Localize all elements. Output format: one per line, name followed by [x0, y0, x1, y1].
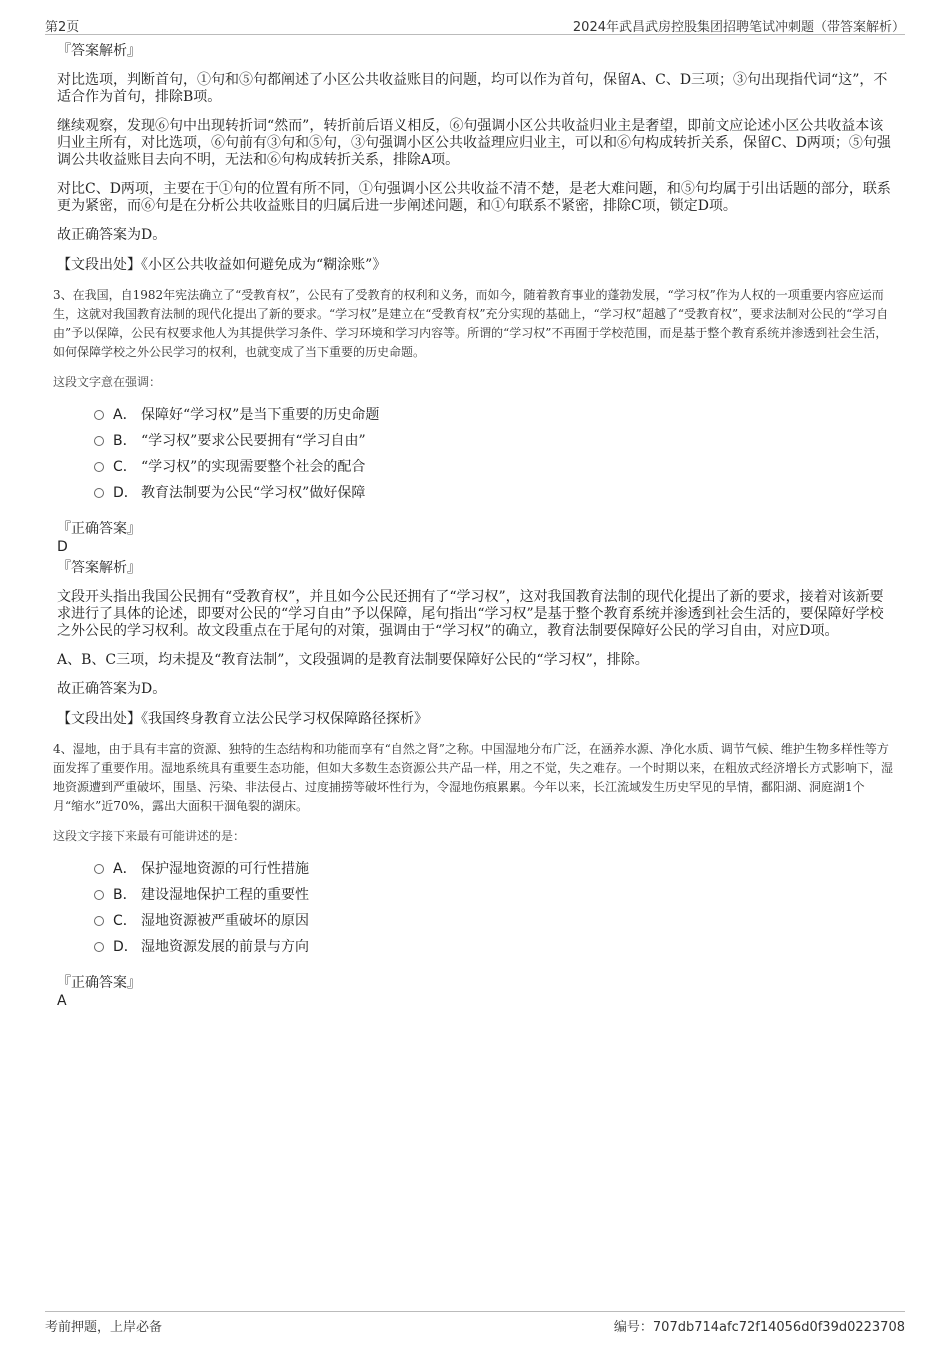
question-3-options	[94, 406, 893, 510]
analysis-conclusion: 故正确答案为D。	[57, 681, 167, 697]
question-4-options	[94, 860, 893, 964]
option-text: 保障好“学习权”是当下重要的历史命题	[141, 407, 380, 423]
radio-icon[interactable]	[94, 488, 104, 498]
question-4-prompt: 这段文字接下来最有可能讲述的是：	[53, 829, 246, 843]
source-citation: 【文段出处】《小区公共收益如何避免成为“糊涂账”》	[57, 257, 387, 273]
option-b[interactable]	[94, 886, 893, 912]
analysis-paragraph: A、B、C三项，均未提及“教育法制”，文段强调的是教育法制要保障好公民的“学习权”，排除。	[57, 652, 649, 668]
radio-icon[interactable]	[94, 916, 104, 926]
footer-slogan: 考前押题，上岸必备	[45, 1320, 163, 1335]
correct-answer: D	[57, 539, 68, 555]
analysis-paragraph: 对比C、D两项，主要在于①句的位置有所不同，①句强调小区公共收益不清不楚，是老大难问题，和⑤句均属于引出话题的部分，联系更为紧密，而⑥句是在分析公共收益账目的归属后进一步阐述问题，和①句联系不紧密，排除C项，锁定D项。	[57, 181, 891, 214]
radio-icon[interactable]	[94, 436, 104, 446]
option-b[interactable]	[94, 432, 893, 458]
option-letter: C．	[113, 913, 137, 929]
question-4-text: 4、湿地，由于具有丰富的资源、独特的生态结构和功能而享有“自然之肾”之称。中国湿地分布广泛，在涵养水源、净化水质、调节气候、维护生物多样性等方面发挥了重要作用。湿地系统具有重要生态功能，但如大多数生态资源公共产品一样，用之不觉，失之难存。一个时期以来，在粗放式经济增长方式影响下，湿地资源遭到严重破坏，围垦、污染、非法侵占、过度捕捞等破坏性行为，令湿地伤痕累累。今年以来，长江流域发生历史罕见的旱情，鄱阳湖、洞庭湖1个月“缩水”近70%，露出大面积干涸龟裂的湖床。	[53, 742, 894, 813]
document-id: 编号：707db714afc72f14056d0f39d0223708	[613, 1320, 905, 1335]
option-text: “学习权”的实现需要整个社会的配合	[141, 459, 366, 475]
option-d[interactable]	[94, 938, 893, 964]
option-a[interactable]	[94, 406, 893, 432]
radio-icon[interactable]	[94, 942, 104, 952]
document-title: 2024年武昌武房控股集团招聘笔试冲刺题（带答案解析）	[572, 20, 905, 35]
option-text: 教育法制要为公民“学习权”做好保障	[141, 485, 366, 501]
page-header	[45, 14, 905, 35]
analysis-paragraph: 文段开头指出我国公民拥有“受教育权”，并且如今公民还拥有了“学习权”，这对我国教育法制的现代化提出了新的要求，接着对该新要求进行了具体的论述，即要对公民的“学习自由”予以保障，尾句指出“学习权”是基于整个教育系统并渗透到社会生活的，要保障好学校之外公民的学习权利。故文段重点在于尾句的对策，强调由于“学习权”的确立，教育法制要保障好公民的学习自由，对应D项。	[57, 589, 884, 639]
radio-icon[interactable]	[94, 890, 104, 900]
page-number: 第2页	[45, 20, 80, 35]
source-citation: 【文段出处】《我国终身教育立法公民学习权保障路径探析》	[57, 711, 428, 727]
option-a[interactable]	[94, 860, 893, 886]
option-letter: D．	[113, 939, 138, 955]
option-c[interactable]	[94, 912, 893, 938]
document-body	[53, 42, 894, 1013]
radio-icon[interactable]	[94, 410, 104, 420]
option-letter: B．	[113, 887, 137, 903]
analysis-paragraph: 对比选项，判断首句，①句和⑤句都阐述了小区公共收益账目的问题，均可以作为首句，保留A、C、D三项；③句出现指代词“这”，不适合作为首句，排除B项。	[57, 72, 888, 105]
correct-answer: A	[57, 993, 67, 1009]
option-d[interactable]	[94, 484, 893, 510]
option-letter: B．	[113, 433, 137, 449]
analysis-label: 『答案解析』	[57, 43, 141, 59]
option-text: 建设湿地保护工程的重要性	[141, 887, 309, 903]
option-letter: C．	[113, 459, 137, 475]
option-text: 湿地资源被严重破坏的原因	[141, 913, 309, 929]
option-text: 保护湿地资源的可行性措施	[141, 861, 309, 877]
radio-icon[interactable]	[94, 462, 104, 472]
option-c[interactable]	[94, 458, 893, 484]
analysis-label: 『答案解析』	[57, 560, 141, 576]
option-letter: A．	[113, 407, 137, 423]
analysis-paragraph: 继续观察，发现⑥句中出现转折词“然而”，转折前后语义相反，⑥句强调小区公共收益归业主是奢望，即前文应论述小区公共收益本该归业主所有，对比选项，⑥句前有③句和⑤句，③句强调小区公共收益理应归业主，可以和⑥句构成转折关系，保留C、D两项；⑤句强调公共收益账目去向不明，无法和⑥句构成转折关系，排除A项。	[57, 118, 891, 168]
correct-answer-label: 『正确答案』	[57, 975, 141, 991]
option-text: 湿地资源发展的前景与方向	[141, 939, 309, 955]
page-footer	[45, 1311, 905, 1334]
option-letter: A．	[113, 861, 137, 877]
correct-answer-label: 『正确答案』	[57, 521, 141, 537]
analysis-conclusion: 故正确答案为D。	[57, 227, 167, 243]
question-3-prompt: 这段文字意在强调：	[53, 375, 162, 389]
radio-icon[interactable]	[94, 864, 104, 874]
option-text: “学习权”要求公民要拥有“学习自由”	[141, 433, 366, 449]
option-letter: D．	[113, 485, 138, 501]
question-3-text: 3、在我国，自1982年宪法确立了“受教育权”，公民有了受教育的权利和义务，而如今，随着教育事业的蓬勃发展，“学习权”作为人权的一项重要内容应运而生，这就对我国教育法制的现代化提出了新的要求。“学习权”是建立在“受教育权”充分实现的基础上，“学习权”超越了“受教育权”，要求法制对公民的“学习自由”予以保障，公民有权要求他人为其提供学习条件、学习环境和学习内容等。所谓的“学习权”不再囿于学校范围，而是基于整个教育系统并渗透到社会生活，如何保障学校之外公民学习的权利，也就变成了当下重要的历史命题。	[53, 288, 889, 359]
